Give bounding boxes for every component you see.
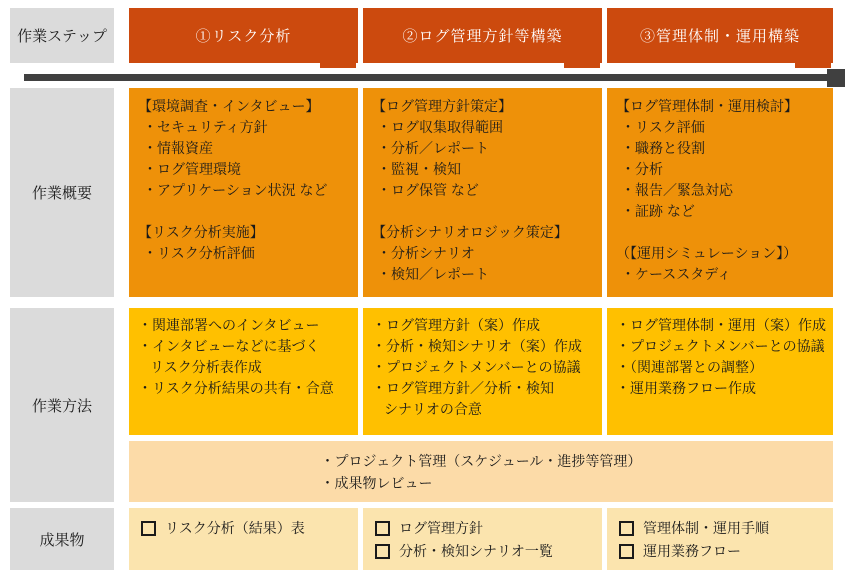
- step-header-3-tab: [795, 63, 831, 68]
- overview-item: ・検知／レポート: [377, 266, 489, 282]
- common-method-line: ・プロジェクト管理（スケジュール・進捗等管理）: [320, 452, 642, 469]
- method-line: ・プロジェクトメンバーとの協議: [372, 359, 581, 375]
- overview-item: ・ログ保管 など: [377, 182, 479, 198]
- row-label-deliverable-text: 成果物: [39, 531, 85, 549]
- checkbox-icon: [619, 544, 634, 559]
- step-header-1-tab: [320, 63, 356, 68]
- method-line: ・インタビューなどに基づく: [138, 338, 320, 354]
- deliverable-label: リスク分析（結果）表: [165, 520, 305, 536]
- method-line: シナリオの合意: [384, 401, 482, 417]
- checkbox-icon: [141, 521, 156, 536]
- method-col-1: [129, 308, 358, 435]
- step-header-2-text: ②ログ管理方針等構築: [402, 28, 563, 45]
- overview-group-title: 【リスク分析実施】: [138, 224, 264, 240]
- deliverable-col-2: [363, 508, 602, 570]
- deliverable-label: 管理体制・運用手順: [643, 520, 769, 536]
- step-header-3-text: ③管理体制・運用構築: [639, 28, 800, 45]
- method-line: ・ログ管理方針／分析・検知: [372, 380, 554, 396]
- method-line: ・リスク分析結果の共有・合意: [138, 380, 334, 396]
- overview-col-3: [607, 88, 833, 297]
- overview-item: ・分析／レポート: [377, 140, 489, 156]
- overview-group-title: 【ログ管理体制・運用検討】: [616, 98, 798, 114]
- overview-item: ・リスク評価: [621, 119, 705, 135]
- overview-item: ・情報資産: [143, 140, 213, 156]
- method-line: ・ログ管理方針（案）作成: [372, 317, 540, 333]
- common-method-row: [129, 441, 833, 502]
- overview-group-title: 【環境調査・インタビュー】: [138, 98, 320, 114]
- row-label-overview-text: 作業概要: [31, 185, 92, 202]
- method-line: ・プロジェクトメンバーとの協議: [616, 338, 825, 354]
- overview-item: ・分析シナリオ: [377, 245, 475, 261]
- deliverable-col-3: [607, 508, 833, 570]
- overview-item: ・セキュリティ方針: [143, 119, 268, 135]
- row-label-method: [10, 308, 114, 502]
- deliverable-label: ログ管理方針: [399, 520, 483, 536]
- checkbox-icon: [375, 544, 390, 559]
- overview-item: ・分析: [621, 161, 663, 177]
- overview-item: ・リスク分析評価: [143, 245, 255, 261]
- row-label-overview: [10, 88, 114, 297]
- method-line: ・分析・検知シナリオ（案）作成: [372, 338, 582, 354]
- row-label-method-text: 作業方法: [31, 397, 92, 415]
- overview-item: ・報告／緊急対応: [621, 182, 733, 198]
- method-line: リスク分析表作成: [150, 359, 262, 375]
- deliverable-item: [375, 517, 598, 540]
- deliverable-item: [619, 540, 829, 563]
- deliverable-col-1: [129, 508, 358, 570]
- overview-item: ・ログ管理環境: [143, 161, 241, 177]
- overview-group-title: 【ログ管理方針策定】: [372, 98, 512, 114]
- overview-col-2: [363, 88, 602, 297]
- overview-item: ・職務と役割: [621, 140, 705, 156]
- step-header-2: [363, 8, 602, 63]
- step-header-2-tab: [564, 63, 600, 68]
- overview-group-title: 【分析シナリオロジック策定】: [372, 224, 568, 240]
- method-col-3: [607, 308, 833, 435]
- timeline-arrow-end: [827, 69, 845, 87]
- common-method-text: [321, 450, 642, 494]
- step-header-1-text: ①リスク分析: [195, 28, 292, 45]
- overview-group-title: （【運用シミュレーション】）: [616, 245, 798, 261]
- method-line: ・運用業務フロー作成: [616, 380, 756, 396]
- overview-item: ・証跡 など: [621, 203, 695, 219]
- method-line: ・（関連部署との調整）: [616, 359, 763, 375]
- deliverable-label: 運用業務フロー: [643, 543, 741, 559]
- row-label-step-text: 作業ステップ: [17, 28, 107, 45]
- row-label-deliverable: [10, 508, 114, 570]
- deliverable-item: [619, 517, 829, 540]
- overview-item: ・ログ収集取得範囲: [377, 119, 503, 135]
- row-label-step: [10, 8, 114, 63]
- checkbox-icon: [375, 521, 390, 536]
- step-header-3: [607, 8, 833, 63]
- deliverable-label: 分析・検知シナリオ一覧: [399, 543, 553, 559]
- timeline-arrow-bar: [24, 74, 832, 81]
- overview-item: ・監視・検知: [377, 161, 461, 177]
- overview-item: ・アプリケーション状況 など: [143, 182, 328, 198]
- method-col-2: [363, 308, 602, 435]
- step-header-1: [129, 8, 358, 63]
- deliverable-item: [141, 517, 354, 540]
- method-line: ・ログ管理体制・運用（案）作成: [616, 317, 826, 333]
- overview-item: ・ケーススタディ: [621, 266, 732, 282]
- checkbox-icon: [619, 521, 634, 536]
- method-line: ・関連部署へのインタビュー: [138, 317, 320, 333]
- overview-col-1: [129, 88, 358, 297]
- deliverable-item: [375, 540, 598, 563]
- common-method-line: ・成果物レビュー: [320, 474, 433, 491]
